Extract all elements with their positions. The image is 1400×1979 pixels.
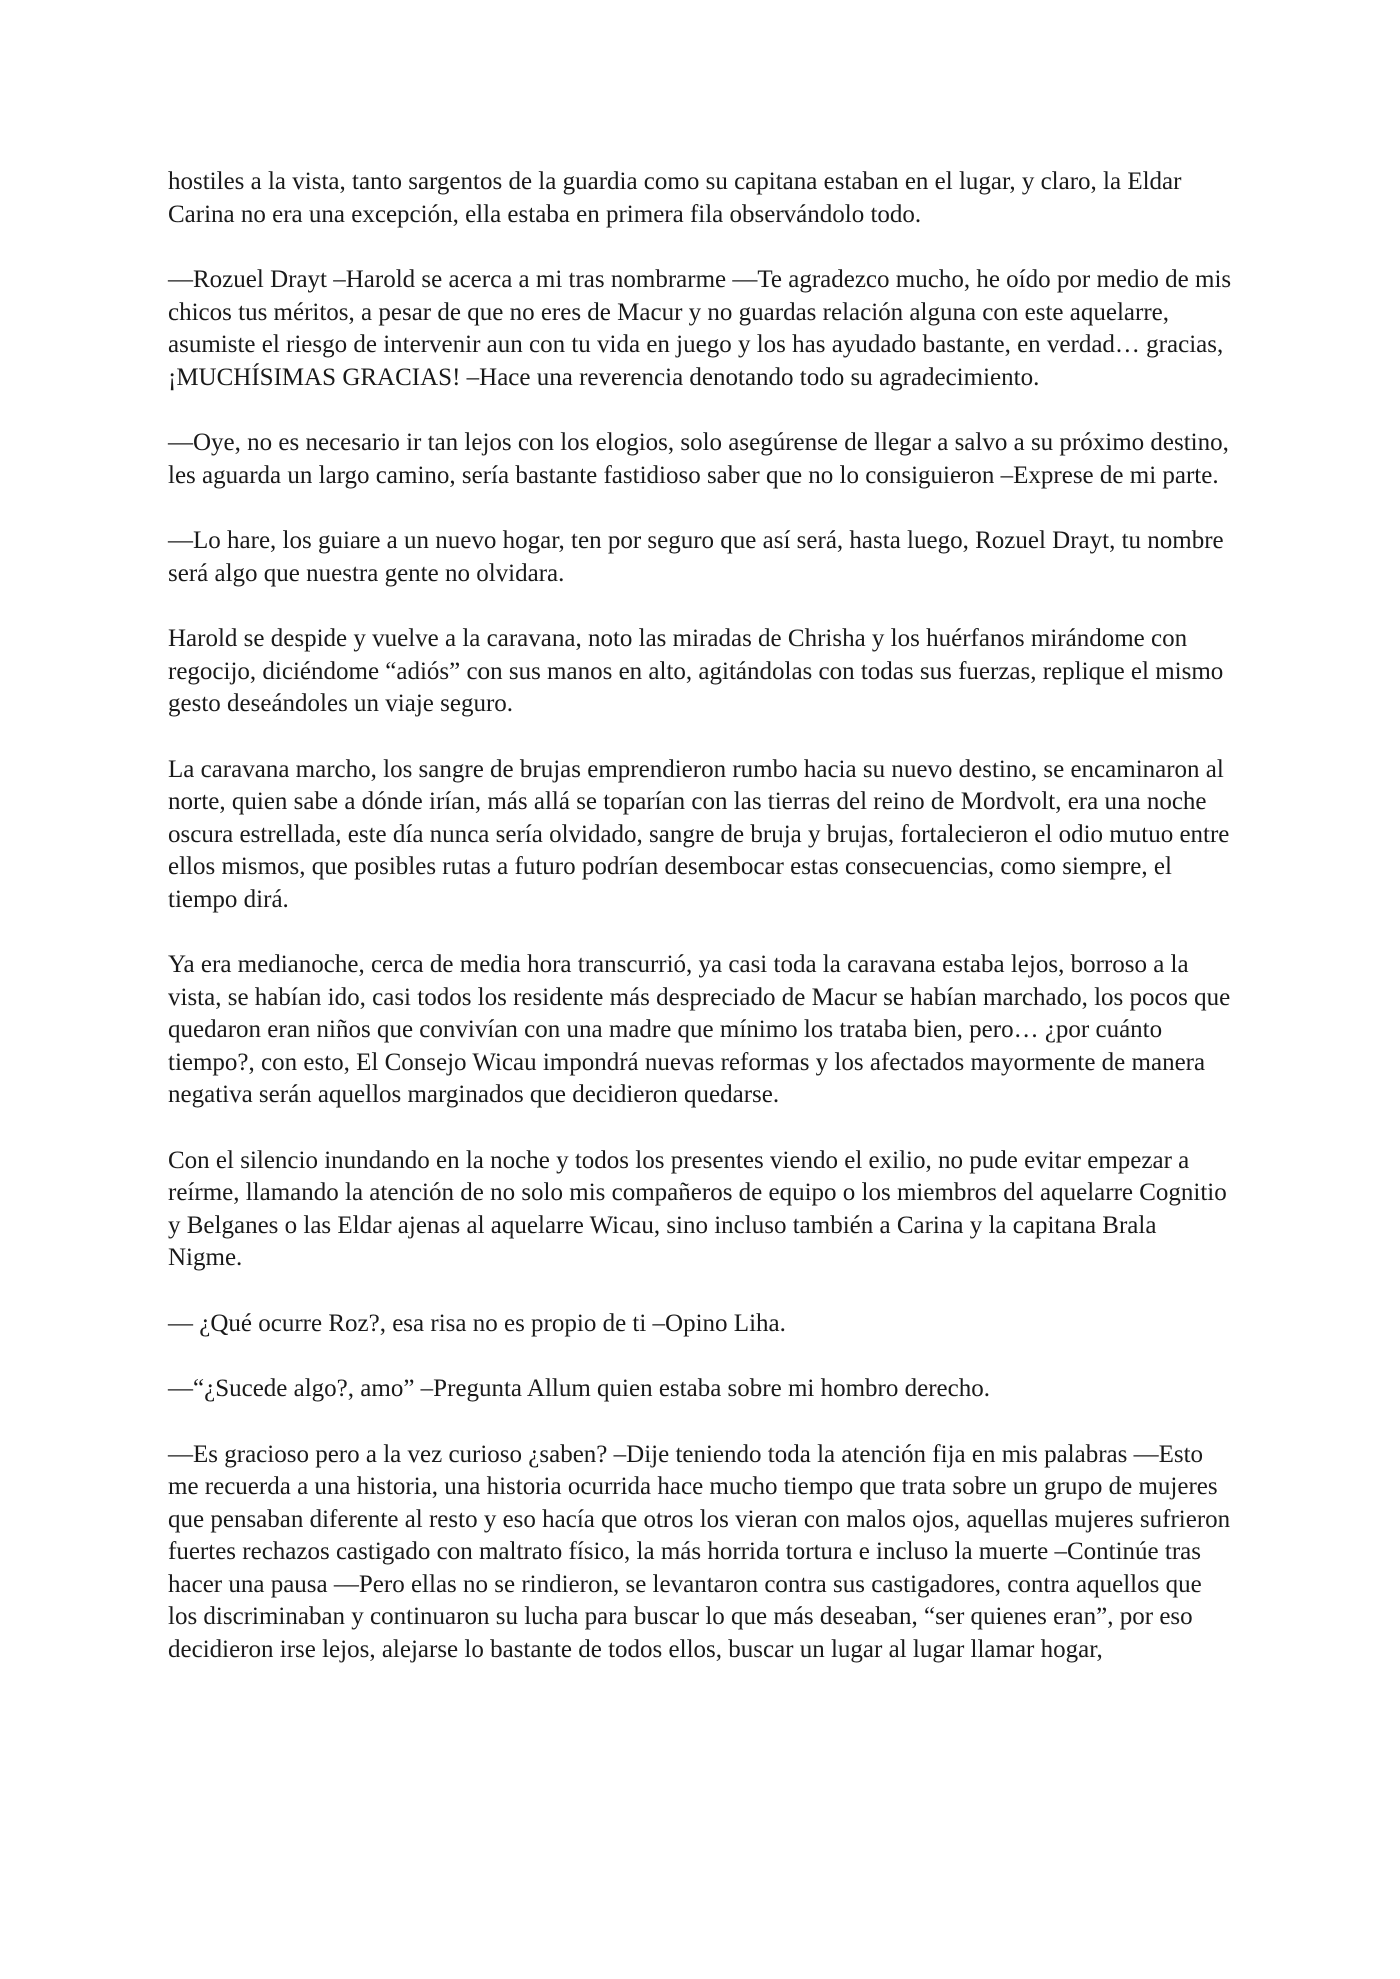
paragraph: hostiles a la vista, tanto sargentos de la guardia como su capitana estaban en el lugar, y claro, la Eldar Carina no era una excepción, ella estaba en primera fila observándolo todo. — [168, 168, 1182, 228]
paragraph: La caravana marcho, los sangre de brujas emprendieron rumbo hacia su nuevo destino, se encaminaron al norte, quien sabe a dónde irían, más allá se toparían con las tierras del reino de Mordvolt, era una noche oscura estrellada, este día nunca sería olvidado, sangre de bruja y brujas, fortalecieron el odio mutuo entre ellos mismos, que posibles rutas a futuro podrían desembocar estas consecuencias, como siempre, el tiempo dirá. — [168, 755, 1230, 913]
paragraph: —Es gracioso pero a la vez curioso ¿saben? –Dije teniendo toda la atención fija en mis palabras —Esto me recuerda a una historia, una historia ocurrida hace mucho tiempo que trata sobre un grupo de mujeres que pensaban diferente al resto y eso hacía que otros los vieran con malos ojos, aquellas mujeres sufrieron fuertes rechazos castigado con maltrato físico, la más horrida tortura e incluso la muerte –Continúe tras hacer una pausa —Pero ellas no se rindieron, se levantaron contra sus castigadores, contra aquellos que los discriminaban y continuaron su lucha para buscar lo que más deseaban, “ser quienes eran”, por eso decidieron irse lejos, alejarse lo bastante de todos ellos, buscar un lugar al lugar llamar hogar, — [168, 1440, 1231, 1663]
paragraph: — ¿Qué ocurre Roz?, esa risa no es propio de ti –Opino Liha. — [168, 1309, 786, 1337]
paragraph: Harold se despide y vuelve a la caravana, noto las miradas de Chrisha y los huérfanos mirándome con regocijo, diciéndome “adiós” con sus manos en alto, agitándolas con todas sus fuerzas, replique el mismo gesto deseándoles un viaje seguro. — [168, 625, 1224, 717]
paragraph: Con el silencio inundando en la noche y todos los presentes viendo el exilio, no pude evitar empezar a reírme, llamando la atención de no solo mis compañeros de equipo o los miembros del aquelarre Cognitio y Belganes o las Eldar ajenas al aquelarre Wicau, sino incluso también a Carina y la capitana Brala Nigme. — [168, 1146, 1227, 1271]
body-text — [168, 166, 1232, 1699]
paragraph: Ya era medianoche, cerca de media hora transcurrió, ya casi toda la caravana estaba lejos, borroso a la vista, se habían ido, casi todos los residente más despreciado de Macur se habían marchado, los pocos que quedaron eran niños que convivían con una madre que mínimo los trataba bien, pero… ¿por cuánto tiempo?, con esto, El Consejo Wicau impondrá nuevas reformas y los afectados mayormente de manera negativa serán aquellos marginados que decidieron quedarse. — [168, 951, 1231, 1108]
paragraph: —“¿Sucede algo?, amo” –Pregunta Allum quien estaba sobre mi hombro derecho. — [168, 1375, 990, 1402]
paragraph: —Lo hare, los guiare a un nuevo hogar, ten por seguro que así será, hasta luego, Rozuel Drayt, tu nombre será algo que nuestra gente no olvidara. — [168, 527, 1224, 587]
paragraph: —Rozuel Drayt –Harold se acerca a mi tras nombrarme —Te agradezco mucho, he oído por medio de mis chicos tus méritos, a pesar de que no eres de Macur y no guardas relación alguna con este aquelarre, asumiste el riesgo de intervenir aun con tu vida en juego y los has ayudado bastante, en verdad… gracias, ¡MUCHÍSIMAS GRACIAS! –Hace una reverencia denotando todo su agradecimiento. — [168, 266, 1232, 391]
paragraph: —Oye, no es necesario ir tan lejos con los elogios, solo asegúrense de llegar a salvo a su próximo destino, les aguarda un largo camino, sería bastante fastidioso saber que no lo consiguieron –Exprese de mi parte. — [168, 429, 1229, 489]
